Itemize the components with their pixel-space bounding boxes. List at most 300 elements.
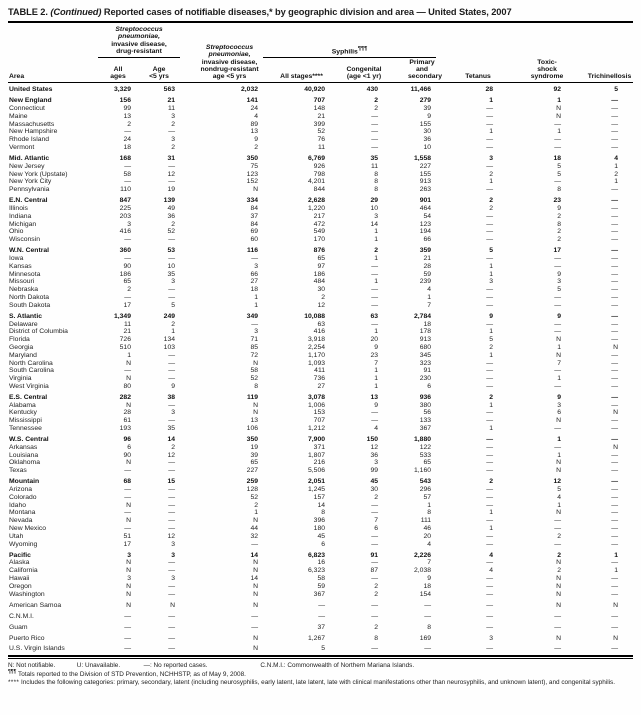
- value-cell: —: [486, 459, 494, 467]
- value-cell: 1: [489, 425, 494, 433]
- value-cell: 1,093: [308, 359, 326, 367]
- value-cell: —: [554, 540, 562, 548]
- table-row: [8, 221, 633, 229]
- value-cell: 2: [489, 393, 494, 401]
- value-cell: —: [168, 417, 176, 425]
- value-cell: 51: [123, 532, 131, 540]
- value-cell: 97: [317, 262, 326, 270]
- table-title-label: TABLE 2.: [8, 7, 48, 17]
- value-cell: 350: [246, 155, 259, 163]
- table-row: [8, 409, 633, 417]
- value-cell: 14: [167, 436, 176, 444]
- value-cell: —: [611, 328, 619, 336]
- value-cell: 65: [423, 459, 432, 467]
- value-cell: 2,784: [414, 312, 432, 320]
- value-cell: 3: [127, 574, 131, 582]
- table-row: [8, 163, 633, 171]
- value-cell: 9: [374, 343, 379, 351]
- value-cell: 193: [119, 425, 131, 433]
- value-cell: 186: [313, 270, 326, 278]
- area-cell: Illinois: [9, 204, 28, 212]
- value-cell: N: [253, 582, 259, 590]
- value-cell: 60: [250, 236, 259, 244]
- legend-unavailable: U: Unavailable.: [76, 661, 121, 669]
- value-cell: 847: [119, 197, 131, 205]
- value-cell: —: [124, 236, 131, 244]
- value-cell: 1: [374, 278, 379, 286]
- value-cell: 11: [370, 162, 379, 170]
- value-cell: 72: [250, 351, 259, 359]
- value-cell: 2: [489, 197, 494, 205]
- value-cell: 1: [489, 401, 494, 409]
- congenital-line1: Congenital: [346, 65, 382, 73]
- legend-line: [8, 662, 633, 670]
- area-cell: C.N.M.I.: [9, 612, 34, 620]
- value-cell: 259: [246, 478, 259, 486]
- value-cell: 23: [370, 351, 379, 359]
- value-cell: 17: [123, 540, 131, 548]
- value-cell: —: [611, 144, 619, 152]
- table-row: [8, 591, 633, 599]
- value-cell: 2: [614, 170, 619, 178]
- value-cell: —: [611, 359, 619, 367]
- value-cell: —: [554, 623, 562, 631]
- value-cell: 111: [420, 517, 432, 525]
- value-cell: —: [611, 493, 619, 501]
- table-row: [8, 236, 633, 244]
- table-row: [8, 598, 633, 609]
- value-cell: 2: [321, 293, 326, 301]
- table-row: [8, 375, 633, 383]
- value-cell: —: [611, 220, 619, 228]
- value-cell: 345: [419, 351, 432, 359]
- area-cell: Connecticut: [9, 105, 45, 113]
- value-cell: —: [371, 286, 379, 294]
- value-cell: 44: [250, 525, 259, 532]
- value-cell: 5: [171, 301, 176, 309]
- value-cell: —: [486, 186, 494, 194]
- value-cell: —: [611, 401, 619, 409]
- value-cell: 416: [119, 228, 131, 236]
- value-cell: —: [554, 382, 562, 390]
- col-header-primary-secondary: [390, 57, 443, 82]
- value-cell: 227: [419, 162, 432, 170]
- value-cell: —: [611, 367, 619, 375]
- value-cell: 227: [246, 467, 259, 475]
- value-cell: 89: [250, 120, 259, 128]
- value-cell: 2: [374, 623, 379, 631]
- area-cell: Massachusetts: [9, 120, 55, 128]
- footnotes: [8, 662, 633, 688]
- value-cell: —: [486, 409, 494, 417]
- value-cell: —: [124, 486, 131, 494]
- value-cell: 29: [370, 197, 379, 205]
- value-cell: 3: [171, 574, 176, 582]
- value-cell: 68: [123, 478, 131, 486]
- area-cell: Washington: [9, 590, 45, 598]
- value-cell: 12: [167, 451, 176, 459]
- value-cell: 2,038: [414, 567, 432, 575]
- value-cell: 9: [427, 574, 432, 582]
- value-cell: —: [611, 204, 619, 212]
- value-cell: 399: [313, 120, 326, 128]
- value-cell: 13: [370, 393, 379, 401]
- value-cell: —: [371, 120, 379, 128]
- area-cell: Puerto Rico: [9, 634, 45, 642]
- value-cell: 2,226: [414, 551, 432, 559]
- value-cell: —: [554, 425, 562, 433]
- value-cell: 1: [374, 367, 379, 375]
- value-cell: 10: [423, 144, 432, 152]
- value-cell: —: [554, 144, 562, 152]
- value-cell: 58: [123, 170, 131, 178]
- value-cell: —: [168, 559, 176, 567]
- area-cell: Kansas: [9, 262, 32, 270]
- value-cell: N: [126, 517, 131, 525]
- area-cell: Hawaii: [9, 574, 30, 582]
- value-cell: 6,323: [308, 567, 326, 575]
- primary-secondary-line1: Primary and: [409, 58, 435, 73]
- value-cell: 9: [557, 270, 562, 278]
- value-cell: 20: [423, 532, 432, 540]
- area-cell: Tennessee: [9, 425, 42, 433]
- value-cell: 3: [557, 278, 562, 286]
- value-cell: 926: [313, 162, 326, 170]
- area-cell: Nevada: [9, 517, 33, 525]
- value-cell: —: [486, 436, 494, 444]
- value-cell: 13: [123, 112, 131, 120]
- value-cell: 69: [250, 228, 259, 236]
- table-row: [8, 620, 633, 631]
- value-cell: 1,006: [308, 401, 326, 409]
- value-cell: 726: [119, 336, 131, 344]
- value-cell: —: [611, 320, 619, 328]
- value-cell: 53: [167, 247, 176, 255]
- value-cell: 3: [171, 540, 176, 548]
- value-cell: 99: [370, 467, 379, 475]
- value-cell: 3,329: [113, 86, 131, 94]
- value-cell: N: [126, 567, 131, 575]
- value-cell: 798: [313, 170, 326, 178]
- value-cell: 1: [557, 501, 562, 509]
- value-cell: 2: [489, 170, 494, 178]
- value-cell: 90: [123, 262, 131, 270]
- value-cell: 24: [123, 136, 131, 144]
- value-cell: 106: [246, 425, 259, 433]
- area-cell: New York City: [9, 178, 52, 186]
- value-cell: —: [486, 120, 494, 128]
- value-cell: —: [371, 540, 379, 548]
- value-cell: 1: [374, 328, 379, 336]
- value-cell: 4: [489, 567, 494, 575]
- value-cell: —: [554, 320, 562, 328]
- value-cell: 203: [119, 212, 131, 220]
- value-cell: —: [486, 236, 494, 244]
- value-cell: —: [371, 532, 379, 540]
- area-cell: Minnesota: [9, 270, 41, 278]
- area-cell: New England: [9, 97, 52, 105]
- value-cell: —: [124, 162, 131, 170]
- value-cell: 2,032: [241, 86, 259, 94]
- value-cell: 18: [423, 320, 432, 328]
- value-cell: —: [611, 425, 619, 433]
- value-cell: 169: [419, 634, 432, 642]
- value-cell: 9: [489, 312, 494, 320]
- value-cell: 707: [313, 417, 326, 425]
- value-cell: 18: [553, 155, 562, 163]
- value-cell: 680: [419, 343, 432, 351]
- value-cell: 3: [374, 212, 379, 220]
- value-cell: 5: [557, 286, 562, 294]
- value-cell: 141: [246, 97, 259, 105]
- table-row: [8, 548, 633, 559]
- value-cell: —: [611, 501, 619, 509]
- value-cell: 28: [123, 409, 131, 417]
- value-cell: 90: [123, 451, 131, 459]
- value-cell: 12: [167, 532, 176, 540]
- value-cell: —: [611, 212, 619, 220]
- value-cell: 3: [489, 155, 494, 163]
- value-cell: 844: [313, 186, 326, 194]
- value-cell: —: [486, 375, 494, 383]
- value-cell: —: [168, 509, 176, 517]
- value-cell: 12: [167, 170, 176, 178]
- value-cell: 4: [374, 425, 379, 433]
- value-cell: 2: [171, 120, 176, 128]
- value-cell: —: [486, 590, 494, 598]
- value-cell: 4: [489, 551, 494, 559]
- area-cell: New York (Upstate): [9, 170, 68, 178]
- value-cell: —: [424, 612, 432, 620]
- value-cell: —: [124, 525, 131, 532]
- value-cell: —: [124, 178, 131, 186]
- value-cell: —: [554, 254, 562, 262]
- value-cell: —: [486, 623, 494, 631]
- value-cell: 367: [313, 590, 326, 598]
- value-cell: —: [611, 375, 619, 383]
- area-cell: Ohio: [9, 228, 24, 236]
- value-cell: N: [253, 590, 259, 598]
- value-cell: —: [371, 270, 379, 278]
- value-cell: 8: [321, 509, 326, 517]
- value-cell: 217: [313, 212, 326, 220]
- value-cell: 2: [489, 204, 494, 212]
- value-cell: —: [554, 517, 562, 525]
- value-cell: 2: [127, 286, 131, 294]
- value-cell: 15: [167, 478, 176, 486]
- value-cell: 28: [485, 86, 494, 94]
- area-cell: U.S. Virgin Islands: [9, 645, 65, 653]
- table-row: [8, 105, 633, 113]
- value-cell: 7: [374, 517, 379, 525]
- value-cell: 31: [167, 155, 176, 163]
- value-cell: —: [611, 312, 619, 320]
- value-cell: —: [371, 501, 379, 509]
- value-cell: 2: [374, 247, 379, 255]
- value-cell: 14: [370, 220, 379, 228]
- value-cell: —: [168, 517, 176, 525]
- value-cell: N: [253, 409, 259, 417]
- table-row: [8, 121, 633, 129]
- area-cell: Maine: [9, 112, 28, 120]
- table-row: [8, 328, 633, 336]
- value-cell: 87: [370, 567, 379, 575]
- value-cell: N: [556, 351, 562, 359]
- value-cell: 1: [374, 254, 379, 262]
- value-cell: 110: [120, 186, 131, 194]
- value-cell: 18: [423, 582, 432, 590]
- value-cell: 2: [374, 493, 379, 501]
- value-cell: 1: [171, 328, 176, 336]
- value-cell: 4: [427, 540, 432, 548]
- value-cell: 36: [423, 136, 432, 144]
- strep-dr-line2: pneumoniae,: [118, 33, 160, 41]
- value-cell: 76: [317, 136, 326, 144]
- value-cell: —: [611, 540, 619, 548]
- legend-no-reported-cases: —: No reported cases.: [143, 661, 208, 669]
- value-cell: —: [611, 612, 619, 620]
- value-cell: —: [168, 286, 176, 294]
- value-cell: 3: [171, 409, 176, 417]
- area-cell: Arkansas: [9, 443, 38, 451]
- value-cell: 1: [489, 351, 494, 359]
- value-cell: —: [371, 645, 379, 653]
- footnote-all-stages: [8, 679, 641, 687]
- value-cell: 1: [489, 328, 494, 336]
- value-cell: —: [486, 136, 494, 144]
- legend-not-notifiable: N: Not notifiable.: [8, 661, 56, 669]
- value-cell: 2: [254, 144, 259, 152]
- value-cell: —: [486, 532, 494, 540]
- value-cell: —: [611, 112, 619, 120]
- value-cell: 65: [317, 254, 326, 262]
- table-row: [8, 213, 633, 221]
- value-cell: N: [556, 336, 562, 344]
- table-row: [8, 433, 633, 444]
- col-group-syphilis: [263, 25, 436, 57]
- value-cell: 263: [419, 186, 432, 194]
- value-cell: —: [168, 367, 176, 375]
- value-cell: —: [168, 525, 176, 532]
- notifiable-diseases-table: [8, 25, 633, 653]
- value-cell: 1,267: [308, 634, 326, 642]
- area-cell: Vermont: [9, 144, 35, 152]
- value-cell: N: [126, 501, 131, 509]
- value-cell: —: [611, 236, 619, 244]
- table-row: [8, 583, 633, 591]
- value-cell: 1,170: [308, 351, 326, 359]
- value-cell: N: [126, 590, 131, 598]
- value-cell: —: [486, 382, 494, 390]
- table-row: [8, 575, 633, 583]
- value-cell: 8: [374, 170, 379, 178]
- value-cell: 35: [370, 155, 379, 163]
- value-cell: —: [251, 612, 259, 620]
- value-cell: —: [554, 136, 562, 144]
- value-cell: 52: [317, 128, 326, 136]
- value-cell: 549: [313, 228, 326, 236]
- value-cell: —: [371, 601, 379, 609]
- value-cell: 1: [489, 525, 494, 532]
- table-row: [8, 509, 633, 517]
- value-cell: —: [486, 286, 494, 294]
- value-cell: 901: [419, 197, 432, 205]
- value-cell: —: [486, 601, 494, 609]
- value-cell: 66: [250, 270, 259, 278]
- value-cell: 65: [123, 278, 131, 286]
- value-cell: —: [371, 417, 379, 425]
- value-cell: 396: [313, 517, 326, 525]
- value-cell: —: [554, 178, 562, 186]
- value-cell: 9: [557, 204, 562, 212]
- value-cell: 2: [557, 567, 562, 575]
- value-cell: —: [486, 443, 494, 451]
- value-cell: 279: [419, 97, 432, 105]
- value-cell: 14: [250, 574, 259, 582]
- value-cell: 1,245: [308, 486, 326, 494]
- value-cell: 123: [246, 170, 259, 178]
- area-cell: Wyoming: [9, 540, 38, 548]
- table-row: [8, 609, 633, 620]
- value-cell: 8: [427, 509, 432, 517]
- value-cell: 17: [123, 301, 131, 309]
- toxic-shock-line2: syndrome: [530, 73, 564, 81]
- value-cell: 2: [171, 144, 176, 152]
- area-cell: Mid. Atlantic: [9, 155, 50, 163]
- value-cell: —: [251, 254, 259, 262]
- value-cell: —: [611, 286, 619, 294]
- value-cell: 150: [366, 436, 379, 444]
- value-cell: —: [318, 601, 326, 609]
- value-cell: —: [486, 212, 494, 220]
- value-cell: 30: [317, 286, 326, 294]
- title-rule: [8, 21, 633, 23]
- table-row: [8, 152, 633, 163]
- area-cell: New Mexico: [9, 525, 47, 532]
- value-cell: 3: [489, 634, 494, 642]
- value-cell: 56: [423, 409, 432, 417]
- value-cell: —: [124, 623, 131, 631]
- value-cell: 2: [557, 236, 562, 244]
- col-header-congenital: [330, 57, 390, 82]
- value-cell: N: [556, 574, 562, 582]
- value-cell: 45: [370, 478, 379, 486]
- value-cell: 1: [557, 343, 562, 351]
- value-cell: 10: [370, 204, 379, 212]
- value-cell: 52: [250, 493, 259, 501]
- value-cell: 2: [254, 501, 259, 509]
- table-row: [8, 178, 633, 186]
- value-cell: —: [371, 293, 379, 301]
- value-cell: 59: [423, 270, 432, 278]
- table-row: [8, 286, 633, 294]
- value-cell: —: [124, 128, 131, 136]
- value-cell: —: [168, 645, 176, 653]
- table-title-text: Reported cases of notifiable diseases,* by geographic division and area — United States, 2007: [103, 7, 512, 17]
- value-cell: —: [124, 367, 131, 375]
- table-row: [8, 486, 633, 494]
- col-header-trichinellosis: Trichinellosis: [566, 25, 633, 83]
- value-cell: —: [168, 128, 176, 136]
- value-cell: —: [486, 144, 494, 152]
- value-cell: 543: [419, 478, 432, 486]
- area-cell: E.N. Central: [9, 197, 48, 205]
- value-cell: N: [253, 359, 259, 367]
- value-cell: 9: [374, 401, 379, 409]
- value-cell: 156: [119, 97, 131, 105]
- value-cell: —: [168, 162, 176, 170]
- value-cell: 9: [557, 312, 562, 320]
